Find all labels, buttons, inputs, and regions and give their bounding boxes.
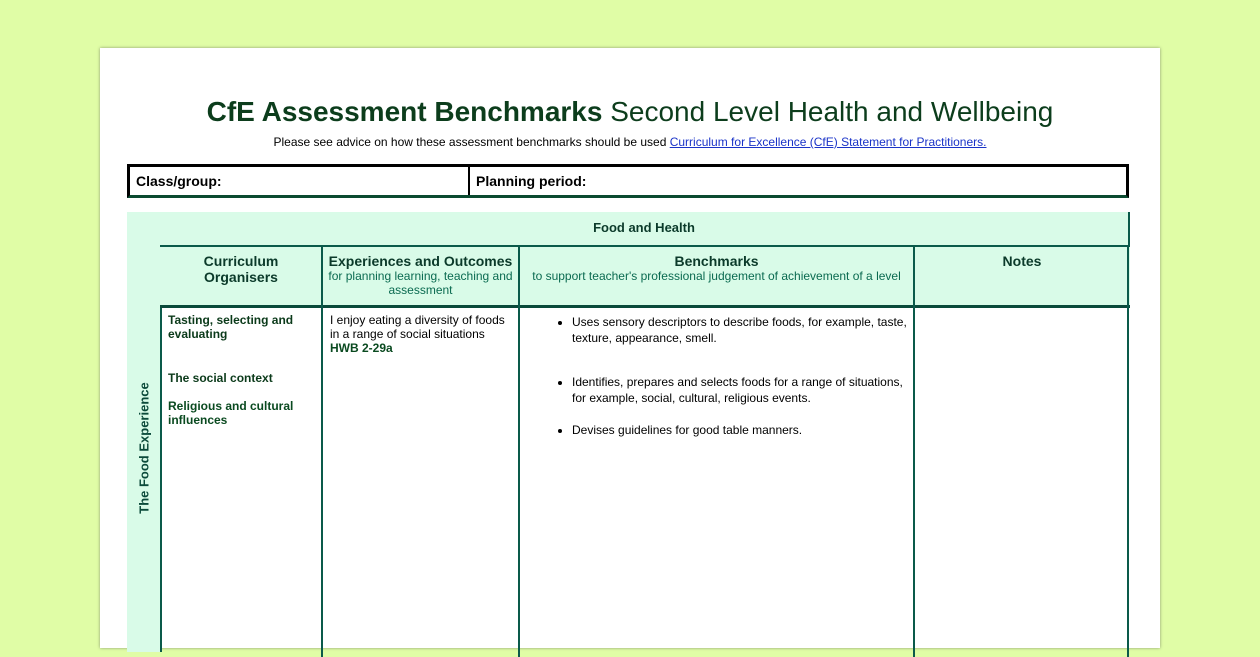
column-divider — [321, 247, 323, 657]
title-bold: CfE Assessment Benchmarks — [206, 96, 603, 127]
column-divider — [1127, 247, 1129, 657]
column-divider — [913, 247, 915, 657]
title-rest: Second Level Health and Wellbeing — [610, 96, 1054, 127]
outcomes-cell — [330, 313, 515, 355]
benchmark-item: • Devises guidelines for good table manners. — [572, 422, 907, 438]
side-label-cell — [127, 212, 162, 652]
organiser-item: Religious and cultural influences — [168, 399, 294, 427]
outcome-text: I enjoy eating a diversity of foods in a range of social situations — [330, 313, 505, 341]
header-outcomes — [322, 247, 519, 308]
header-sub: for planning learning, teaching and assessment — [328, 269, 513, 297]
header-benchmarks — [519, 247, 914, 308]
notes-cell[interactable] — [920, 313, 1120, 633]
header-title: Experiences and Outcomes — [328, 253, 513, 269]
practitioners-link[interactable]: Curriculum for Excellence (CfE) Statement for Practitioners. — [669, 135, 987, 149]
section-header: Food and Health — [160, 212, 1130, 247]
header-notes — [914, 247, 1130, 308]
header-title: Benchmarks — [674, 253, 759, 269]
header-title: Notes — [1002, 253, 1042, 269]
class-group-field[interactable]: Class/group: — [130, 167, 470, 195]
benchmark-item: • Uses sensory descriptors to describe foods, for example, taste, texture, appearance, smell. — [572, 314, 907, 346]
benchmarks-table — [160, 212, 1128, 652]
outcome-code: HWB 2-29a — [330, 341, 393, 355]
planning-period-field[interactable]: Planning period: — [476, 173, 587, 189]
class-planning-table — [127, 164, 1129, 198]
advice-line — [100, 135, 1160, 149]
benchmark-item: • Identifies, prepares and selects foods for a range of situations, for example, social, cultural, religious events. — [572, 374, 907, 406]
benchmarks-cell — [532, 314, 907, 454]
header-organisers — [160, 247, 322, 308]
advice-text: Please see advice on how these assessment benchmarks should be used — [273, 135, 670, 149]
document-page — [100, 48, 1160, 648]
organiser-item: Tasting, selecting and evaluating — [168, 313, 294, 341]
header-title: Curriculum Organisers — [203, 253, 279, 285]
organiser-item: The social context — [168, 371, 273, 385]
page-title — [100, 96, 1160, 128]
organisers-cell — [168, 313, 313, 427]
column-divider — [518, 247, 520, 657]
header-sub: to support teacher's professional judgement of achievement of a level — [532, 269, 901, 283]
side-label: The Food Experience — [136, 382, 151, 514]
